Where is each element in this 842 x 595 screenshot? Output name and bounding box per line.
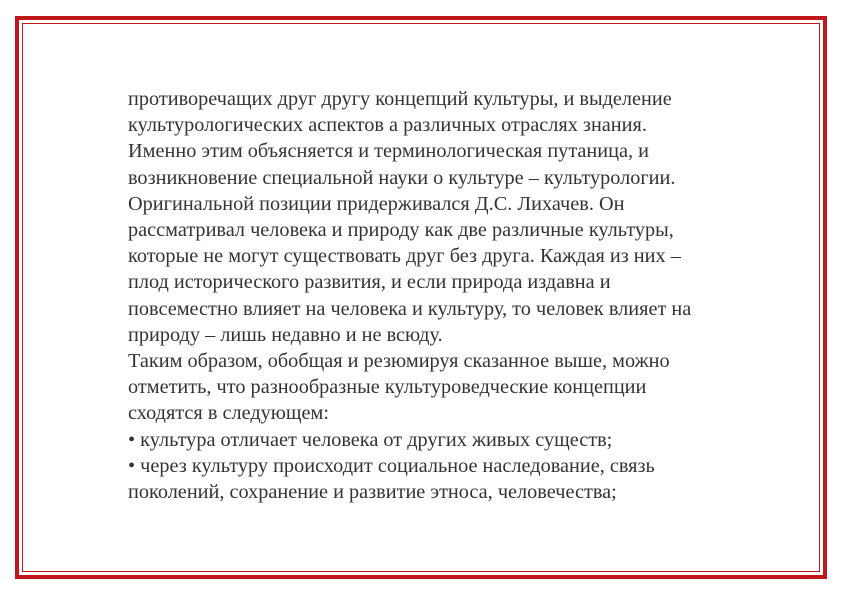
text-line: природу – лишь недавно и не всюду. — [128, 323, 443, 346]
text-line: сходятся в следующем: — [128, 402, 330, 425]
text-line: плод исторического развития, и если природа издавна и — [128, 271, 611, 294]
text-line: рассматривал человека и природу как две различные культуры, — [128, 219, 674, 242]
text-line: Именно этим объясняется и терминологическая путаница, и — [128, 140, 649, 163]
text-line: культурологических аспектов а различных отраслях знания. — [128, 114, 647, 137]
text-line: Оригинальной позиции придерживался Д.С. Лихачев. Он — [128, 192, 625, 215]
text-line: которые не могут существовать друг без друга. Каждая из них – — [128, 245, 681, 268]
bullet-item: • культура отличает человека от других живых существ; — [128, 428, 613, 451]
text-line: отметить, что разнообразные культуроведческие концепции — [128, 376, 647, 399]
text-line: повсеместно влияет на человека и культуру, то человек влияет на — [128, 297, 692, 320]
text-line: противоречащих друг другу концепций культуры, и выделение — [128, 88, 672, 110]
bullet-item: • через культуру происходит социальное наследование, связь — [128, 454, 655, 477]
text-line: Таким образом, обобщая и резюмируя сказанное выше, можно — [128, 350, 670, 373]
text-line: поколений, сохранение и развитие этноса, человечества; — [128, 481, 617, 504]
text-line: возникновение специальной науки о культуре – культурологии. — [128, 166, 676, 189]
slide-body-text — [128, 86, 768, 505]
